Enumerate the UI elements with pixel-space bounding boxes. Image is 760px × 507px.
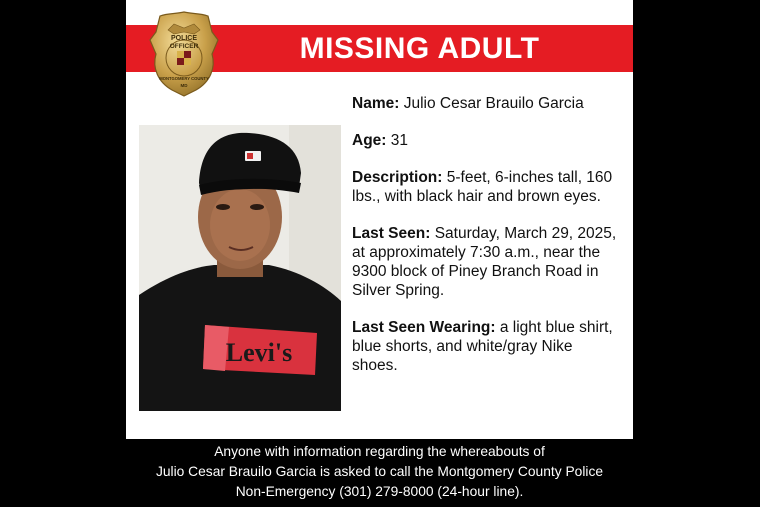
footer-line-3: Non-Emergency (301) 279-8000 (24-hour line). — [235, 484, 524, 499]
age-label: Age: — [352, 132, 387, 149]
wearing-value: a light blue shirt, blue shorts, and white/gray Nike shoes. — [352, 319, 613, 374]
svg-text:MD: MD — [180, 83, 188, 88]
description-label: Description: — [352, 169, 443, 186]
age-value: 31 — [386, 132, 409, 149]
svg-text:MONTGOMERY COUNTY: MONTGOMERY COUNTY — [159, 76, 209, 81]
description-value: 5-feet, 6-inches tall, 160 lbs., with black hair and brown eyes. — [352, 169, 613, 205]
name-value: Julio Cesar Brauilo Garcia — [399, 95, 584, 112]
person-portrait — [139, 125, 341, 411]
footer-line-2: Julio Cesar Brauilo Garcia is asked to call the Montgomery County Police — [155, 464, 604, 479]
missing-poster — [126, 0, 633, 507]
wearing-line — [352, 318, 622, 375]
last-seen-label: Last Seen: — [352, 225, 431, 242]
footer-line-1: Anyone with information regarding the whereabouts of — [214, 444, 545, 459]
police-badge-icon — [148, 10, 220, 98]
description-line — [352, 168, 622, 206]
svg-text:POLICE: POLICE — [170, 35, 198, 42]
svg-text:OFFICER: OFFICER — [169, 43, 199, 50]
poster-title: MISSING ADULT — [299, 32, 540, 65]
age-line — [352, 131, 622, 150]
contact-footer — [126, 439, 633, 507]
name-label: Name: — [352, 95, 400, 112]
name-line — [352, 94, 622, 113]
person-details — [352, 94, 622, 393]
svg-text:Levi's: Levi's — [225, 338, 293, 367]
last-seen-value: Saturday, March 29, 2025, at approximately 7:30 a.m., near the 9300 block of Piney Branch Road in Silver Spring. — [352, 225, 617, 299]
last-seen-line — [352, 224, 622, 300]
missing-person-photo — [139, 125, 341, 411]
wearing-label: Last Seen Wearing: — [352, 319, 496, 336]
